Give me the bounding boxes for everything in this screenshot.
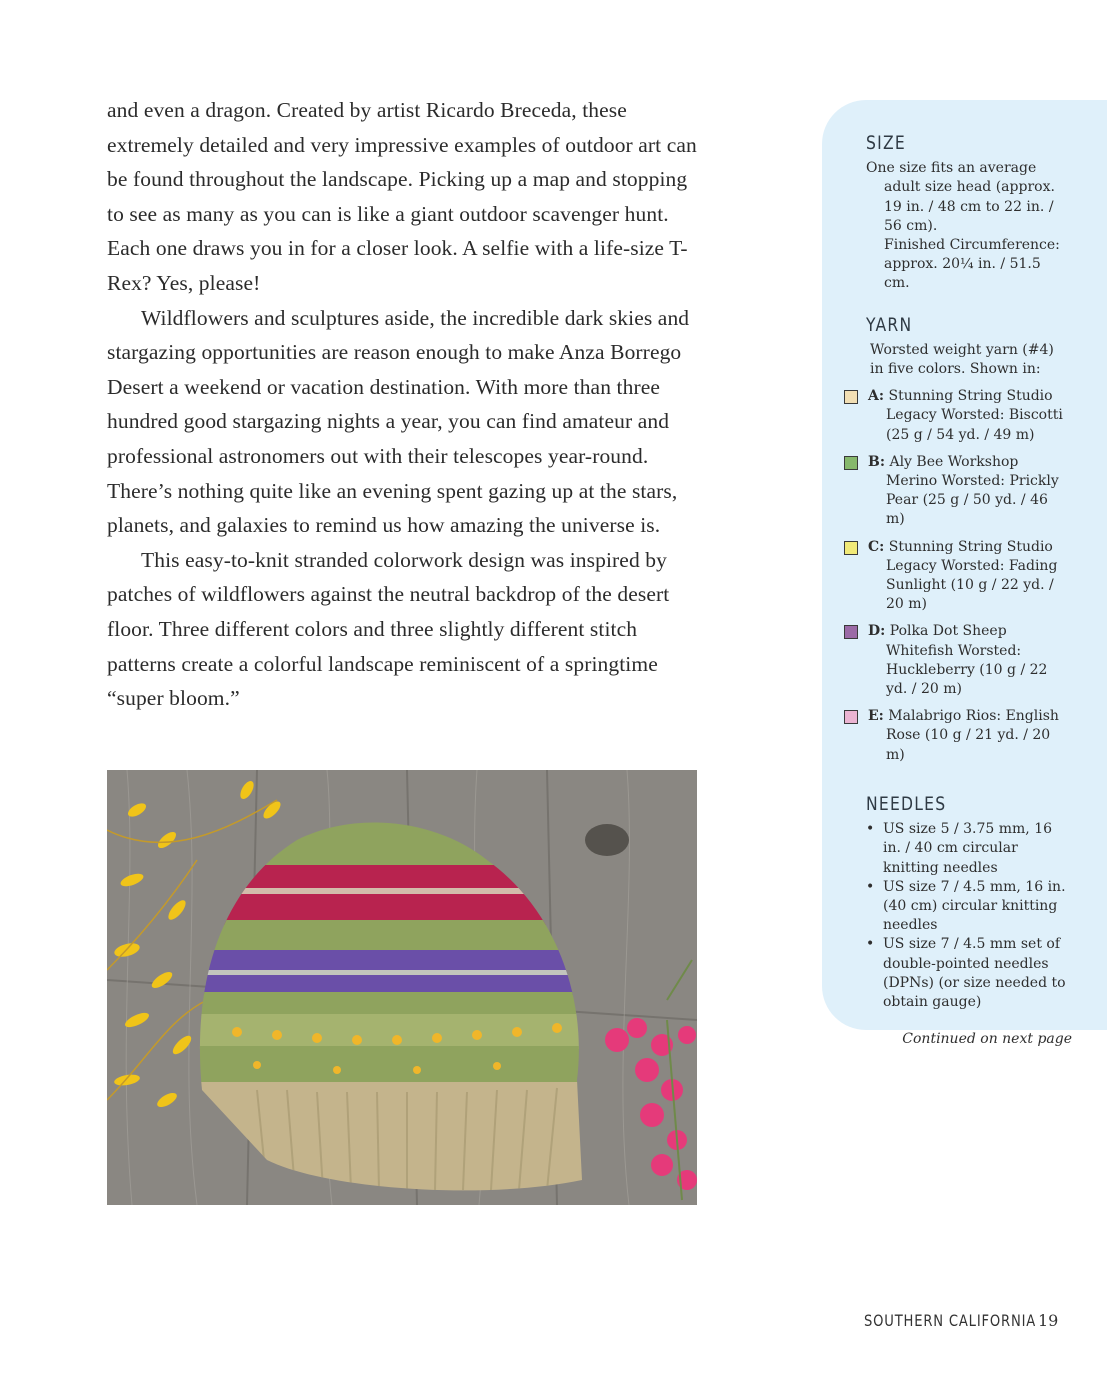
- yarn-code-a: A:: [868, 388, 885, 405]
- yarn-desc-e: Malabrigo Rios: English Rose (10 g / 21 yd. / 20 m): [886, 708, 1059, 763]
- color-swatch-b: [844, 456, 858, 470]
- needle-item: [866, 878, 1066, 936]
- paragraph-1: and even a dragon. Created by artist Ricardo Breceda, these extremely detailed and very impressive examples of outdoor art can be found throughout the landscape. Picking up a map and stopping to see as many as you can is like a giant outdoor scavenger hunt. Each one draws you in for a closer look. A selfie with a life-size T-Rex? Yes, please!: [107, 98, 697, 295]
- bullet-icon: •: [866, 878, 875, 895]
- yarn-desc-b: Aly Bee Workshop Merino Worsted: Prickly Pear (25 g / 50 yd. / 46 m): [886, 453, 1059, 528]
- yarn-heading: YARN: [866, 313, 913, 336]
- yarn-desc-a: Stunning String Studio Legacy Worsted: Biscotti (25 g / 54 yd. / 49 m): [886, 388, 1063, 443]
- wood-knot: [585, 824, 629, 856]
- yarn-list: [844, 387, 1066, 765]
- hat-illustration: [107, 770, 697, 1205]
- continued-note: Continued on next page: [902, 1031, 1072, 1048]
- yarn-item-d: [844, 622, 1066, 699]
- needles-list: [866, 820, 1066, 1012]
- needle-text: US size 5 / 3.75 mm, 16 in. / 40 cm circular knitting needles: [883, 821, 1053, 876]
- page-number: 19: [1038, 1311, 1059, 1330]
- needle-item: [866, 820, 1066, 878]
- pattern-info-sidebar: [822, 100, 1107, 1048]
- yarn-code-d: D:: [868, 623, 886, 640]
- color-swatch-e: [844, 710, 858, 724]
- yarn-intro: Worsted weight yarn (#4) in five colors. Shown in:: [870, 341, 1054, 378]
- hat-photo: [107, 770, 697, 1205]
- needle-item: [866, 935, 1066, 1012]
- color-swatch-c: [844, 541, 858, 555]
- yarn-item-b: [844, 453, 1066, 530]
- yarn-code-b: B:: [868, 453, 886, 470]
- needle-text: US size 7 / 4.5 mm set of double-pointed needles (DPNs) (or size needed to obtain gauge): [883, 936, 1066, 1010]
- body-text: [107, 93, 707, 716]
- yarn-item-a: [844, 387, 1066, 445]
- color-swatch-d: [844, 625, 858, 639]
- yarn-desc-c: Stunning String Studio Legacy Worsted: Fading Sunlight (10 g / 22 yd. / 20 m): [886, 538, 1058, 613]
- bullet-icon: •: [866, 936, 875, 953]
- footer-section-title: SOUTHERN CALIFORNIA: [864, 1311, 1037, 1330]
- bullet-icon: •: [866, 821, 875, 838]
- needle-text: US size 7 / 4.5 mm, 16 in. (40 cm) circular knitting needles: [883, 878, 1066, 934]
- size-line-2: Finished Circumference: approx. 20¼ in. / 51.5 cm.: [884, 237, 1060, 292]
- size-details: [866, 159, 1066, 293]
- page-footer: [864, 1311, 1064, 1330]
- yarn-desc-d: Polka Dot Sheep Whitefish Worsted: Huckleberry (10 g / 22 yd. / 20 m): [886, 623, 1048, 698]
- yarn-item-e: [844, 707, 1066, 765]
- needles-heading: NEEDLES: [866, 792, 947, 815]
- yarn-code-c: C:: [868, 538, 885, 555]
- color-swatch-a: [844, 390, 858, 404]
- yarn-code-e: E:: [868, 708, 884, 725]
- paragraph-2: Wildflowers and sculptures aside, the incredible dark skies and stargazing opportunities are reason enough to make Anza Borrego Desert a weekend or vacation destination. With more than three hundred good stargazing nights a year, you can find amateur and professional astronomers out with their telescopes year-round. There’s nothing quite like an evening spent gazing up at the stars, planets, and galaxies to remind us how amazing the universe is.: [107, 305, 690, 538]
- size-line-1: One size fits an average adult size head (approx. 19 in. / 48 cm to 22 in. / 56 cm).: [866, 160, 1055, 234]
- yarn-item-c: [844, 538, 1066, 615]
- size-heading: SIZE: [866, 132, 906, 154]
- paragraph-3: This easy-to-knit stranded colorwork design was inspired by patches of wildflowers against the neutral backdrop of the desert floor. Three different colors and three slightly different stitch patterns create a colorful landscape reminiscent of a springtime “super bloom.”: [107, 547, 670, 711]
